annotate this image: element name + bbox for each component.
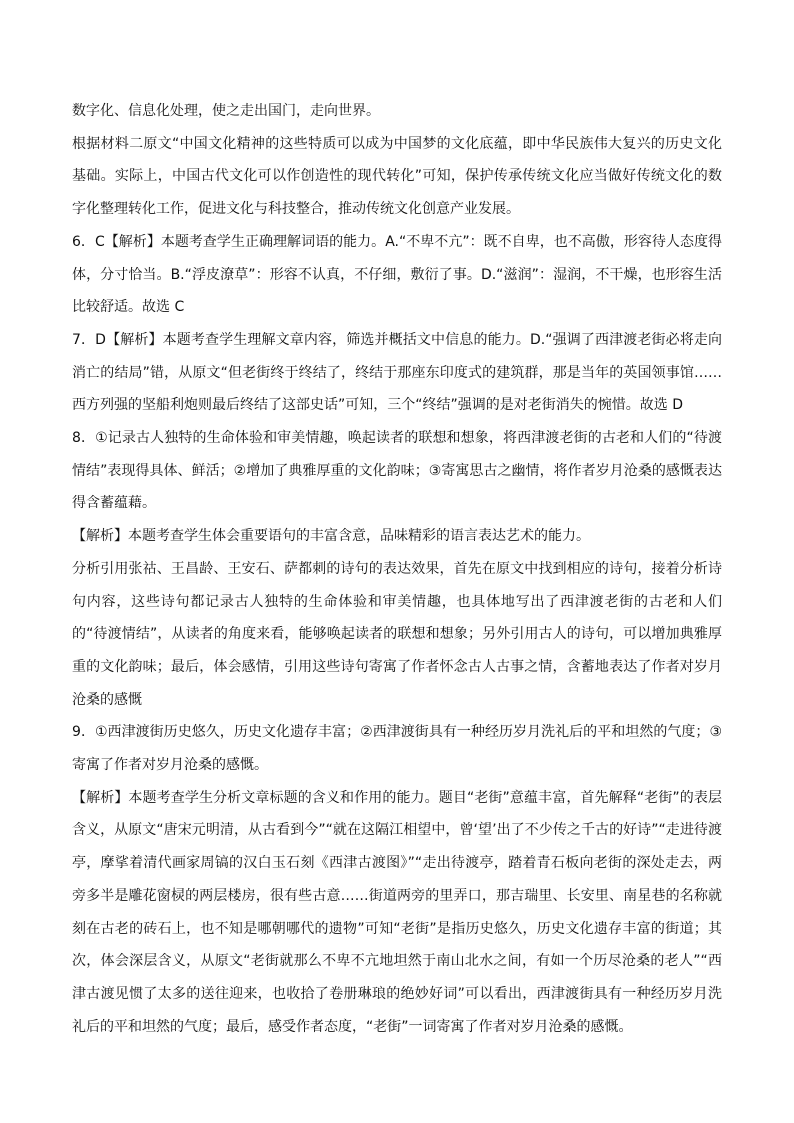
paragraph-material-two: 根据材料二原文“中国文化精神的这些特质可以成为中国梦的文化底蕴，即中华民族伟大复兴的历史文化基础。实际上，中国古代文化可以作创造性的现代转化”可知，保护传承传统文化应当做好传统文化的数字化整理转化工作，促进文化与科技整合，推动传统文化创意产业发展。: [72, 135, 722, 218]
answer-explanation-text: [72, 95, 722, 1043]
question-9-answer: 9．①西津渡街历史悠久，历史文化遗存丰富；②西津渡街具有一种经历岁月洗礼后的平和坦然的气度；③寄寓了作者对岁月沧桑的感慨。: [72, 724, 722, 774]
question-7-answer: 7．D【解析】本题考查学生理解文章内容，筛选并概括文中信息的能力。D.“强调了西津渡老街必将走向消亡的结局”错，从原文“但老街终于终结了，终结于那座东印度式的建筑群，那是当年的英国领事馆……西方列强的坚船利炮则最后终结了这部史话”可知，三个“终结”强调的是对老街消失的惋惜。故选 D: [72, 331, 722, 414]
question-8-answer: 8．①记录古人独特的生命体验和审美情趣，唤起读者的联想和想象，将西津渡老街的古老和人们的“待渡情结”表现得具体、鲜活；②增加了典雅厚重的文化韵味；③寄寓思古之幽情，将作者岁月沧桑的感慨表达得含蓄蕴藉。: [72, 430, 722, 512]
question-8-analysis: 分析引用张祜、王昌龄、王安石、萨都刺的诗句的表达效果，首先在原文中找到相应的诗句，接着分析诗句内容，这些诗句都记录古人独特的生命体验和审美情趣，也具体地写出了西津渡老街的古老和人们的“待渡情结”，从读者的角度来看，能够唤起读者的联想和想象；另外引用古人的诗句，可以增加典雅厚重的文化韵味；最后，体会感情，引用这些诗句寄寓了作者怀念古人古事之情，含蓄地表达了作者对岁月沧桑的感慨: [72, 560, 722, 708]
question-9-analysis: 【解析】本题考查学生分析文章标题的含义和作用的能力。题目“老街”意蕴丰富，首先解释“老街”的表层含义，从原文“唐宋元明清，从古看到今”“就在这隔江相望中，曾‘望’出了不少传之千古的好诗”“走进待渡亭，摩挲着清代画家周镐的汉白玉石刻《西津古渡图》”“走出待渡亭，踏着青石板向老街的深处走去，两旁多半是雕花窗棂的两层楼房，很有些古意……街道两旁的里弄口，那吉瑞里、长安里、南星巷的名称就刻在古老的砖石上，也不知是哪朝哪代的遗物”可知“老街”是指历史悠久，历史文化遗存丰富的街道；其次，体会深层含义，从原文“老街就那么不卑不亢地坦然于南山北水之间，有如一个历尽沧桑的老人”“西津古渡见惯了太多的送往迎来，也收拾了卷册琳琅的绝妙好词”可以看出，西津渡街具有一种经历岁月洗礼后的平和坦然的气度；最后，感受作者态度，“老街”一词寄寓了作者对岁月沧桑的感慨。: [72, 789, 722, 1035]
paragraph-continuation: 数字化、信息化处理，使之走出国门，走向世界。: [72, 103, 380, 119]
question-8-analysis-title: 【解析】本题考查学生体会重要语句的丰富含意，品味精彩的语言表达艺术的能力。: [72, 528, 590, 545]
question-6-answer: 6．C【解析】本题考查学生正确理解词语的能力。A.“不卑不亢”：既不自卑，也不高傲，形容待人态度得体，分寸恰当。B.“浮皮潦草”：形容不认真，不仔细，敷衍了事。D.“滋润”：湿润，不干燥，也形容生活比较舒适。故选 C: [72, 233, 722, 316]
